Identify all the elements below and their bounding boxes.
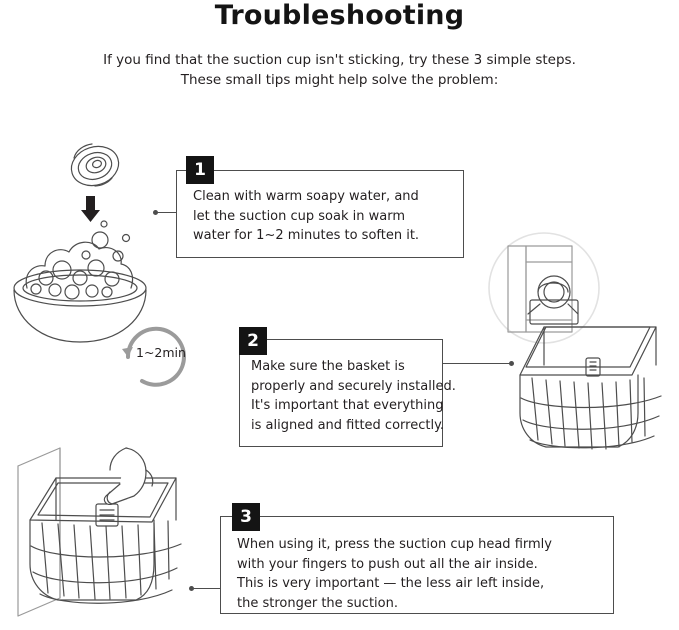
page-title: Troubleshooting [214, 0, 465, 31]
connector-dot-1 [153, 210, 158, 215]
down-arrow-icon [81, 196, 100, 222]
suction-cup-illustration [66, 141, 123, 192]
subtitle-line-1: If you find that the suction cup isn't sticking, try these 3 simple steps. [103, 52, 576, 68]
subtitle-line-2: These small tips might help solve the problem: [180, 72, 499, 88]
step-2-callout [239, 339, 456, 447]
step-2-badge: 2 [239, 327, 267, 355]
step-1-badge: 1 [186, 156, 214, 184]
step-3-line-2: with your fingers to push out all the air inside. [237, 556, 538, 572]
soapy-water-basin-illustration [14, 221, 146, 342]
step-1-line-1: Clean with warm soapy water, and [193, 189, 419, 204]
step-3-callout [220, 516, 614, 614]
step-3-badge: 3 [232, 503, 260, 531]
connector-line-1 [156, 212, 178, 213]
step-3-line-1: When using it, press the suction cup head firmly [237, 537, 552, 552]
page-subtitle [0, 50, 679, 90]
connector-dot-2 [509, 361, 514, 366]
timer-duration-label: 1~2min [136, 345, 186, 360]
step-1-callout [176, 170, 464, 258]
connector-dot-3 [189, 586, 194, 591]
connector-line-3 [192, 588, 220, 589]
step-1-line-2: let the suction cup soak in warm [193, 208, 405, 224]
step-2-line-4: is aligned and fitted correctly. [251, 417, 445, 433]
basket-with-hand-pressing-illustration [18, 448, 181, 616]
step-3-line-4: the stronger the suction. [237, 595, 398, 611]
step-2-line-3: It's important that everything [251, 398, 444, 413]
suction-cup-mount-zoom-illustration [489, 233, 599, 343]
step-2-line-2: properly and securely installed. [251, 378, 456, 394]
step-1-line-3: water for 1~2 minutes to soften it. [193, 228, 420, 243]
wire-basket-illustration [520, 327, 661, 449]
step-2-line-1: Make sure the basket is [251, 359, 405, 374]
connector-line-2 [443, 363, 511, 364]
step-3-line-3: This is very important — the less air left inside, [237, 576, 545, 591]
